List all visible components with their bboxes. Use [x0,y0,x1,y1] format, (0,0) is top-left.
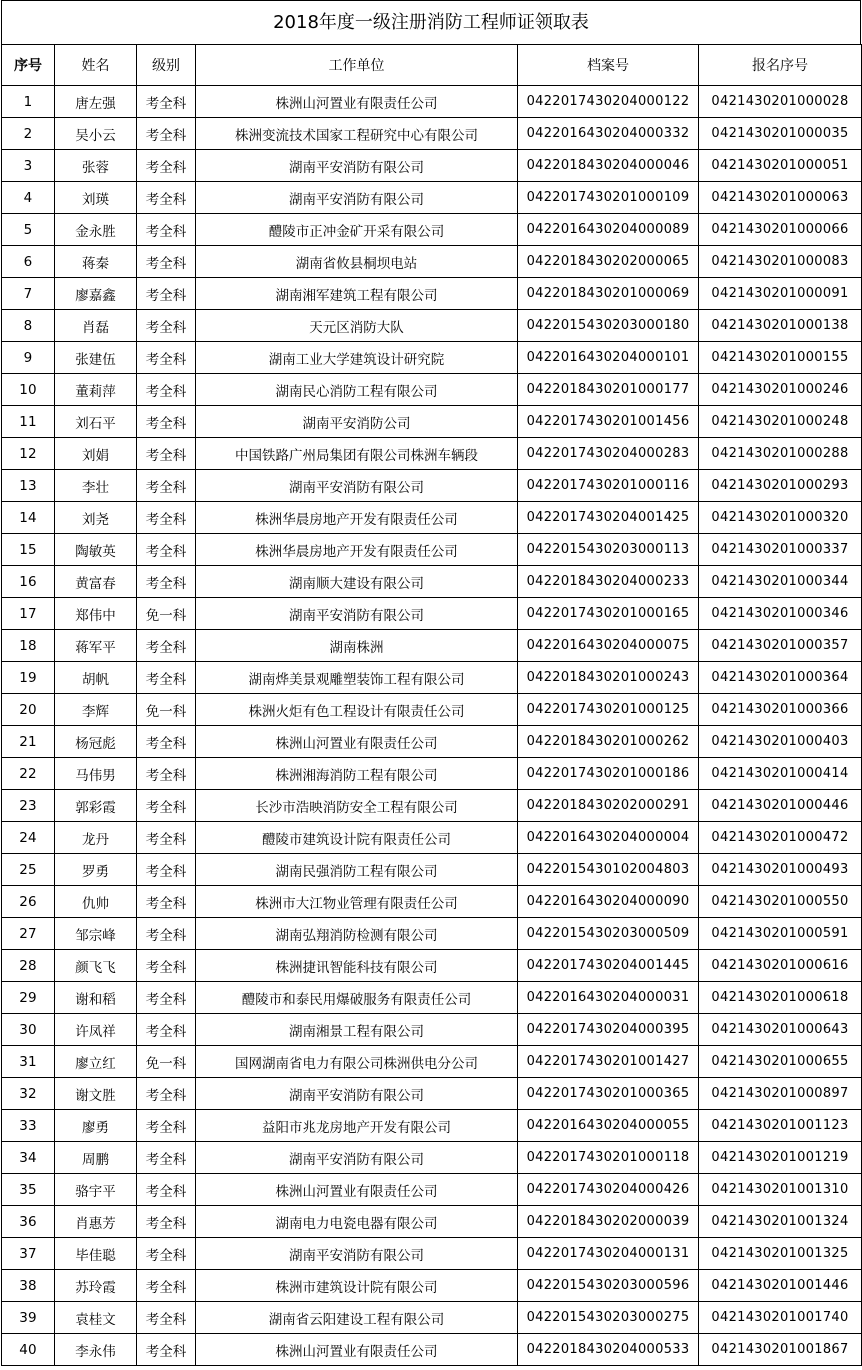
row-file-no: 0422015430203000113 [518,534,699,566]
row-level: 考全科 [137,758,196,790]
row-employer: 株洲华晨房地产开发有限责任公司 [196,534,518,566]
row-reg-no: 0421430201001310 [699,1174,862,1206]
row-index: 34 [2,1142,55,1174]
row-file-no: 0422015430102004803 [518,854,699,886]
row-level: 考全科 [137,374,196,406]
table-row [2,1142,862,1174]
table-row [2,854,862,886]
row-file-no: 0422016430204000089 [518,214,699,246]
row-reg-no: 0421430201001123 [699,1110,862,1142]
row-level: 考全科 [137,1174,196,1206]
row-file-no: 0422017430204001445 [518,950,699,982]
row-reg-no: 0421430201001219 [699,1142,862,1174]
row-level: 免一科 [137,598,196,630]
row-name: 李壮 [55,470,137,502]
table-row [2,950,862,982]
table-row [2,534,862,566]
row-level: 考全科 [137,854,196,886]
row-level: 考全科 [137,470,196,502]
row-reg-no: 0421430201000366 [699,694,862,726]
row-reg-no: 0421430201000591 [699,918,862,950]
row-index: 13 [2,470,55,502]
row-reg-no: 0421430201000155 [699,342,862,374]
row-reg-no: 0421430201000028 [699,86,862,118]
row-file-no: 0422017430201000165 [518,598,699,630]
row-index: 3 [2,150,55,182]
row-name: 刘石平 [55,406,137,438]
table-row [2,374,862,406]
row-file-no: 0422018430202000039 [518,1206,699,1238]
row-index: 35 [2,1174,55,1206]
table-row [2,342,862,374]
row-file-no: 0422016430204000031 [518,982,699,1014]
row-level: 考全科 [137,150,196,182]
row-level: 考全科 [137,886,196,918]
row-index: 8 [2,310,55,342]
table-row [2,1302,862,1334]
row-reg-no: 0421430201000897 [699,1078,862,1110]
row-level: 考全科 [137,310,196,342]
row-employer: 湖南民心消防工程有限公司 [196,374,518,406]
table-row [2,278,862,310]
row-name: 陶敏英 [55,534,137,566]
row-file-no: 0422017430204001425 [518,502,699,534]
row-file-no: 0422018430204000046 [518,150,699,182]
row-index: 5 [2,214,55,246]
row-employer: 湖南民强消防工程有限公司 [196,854,518,886]
row-reg-no: 0421430201000063 [699,182,862,214]
table-row [2,822,862,854]
row-name: 骆宇平 [55,1174,137,1206]
row-index: 12 [2,438,55,470]
row-name: 谢和稻 [55,982,137,1014]
table-row [2,790,862,822]
table-row [2,438,862,470]
row-name: 毕佳聪 [55,1238,137,1270]
table-row [2,470,862,502]
row-level: 考全科 [137,1142,196,1174]
row-name: 邹宗峰 [55,918,137,950]
row-level: 考全科 [137,918,196,950]
row-file-no: 0422015430203000596 [518,1270,699,1302]
row-file-no: 0422015430203000509 [518,918,699,950]
row-employer: 湖南省云阳建设工程有限公司 [196,1302,518,1334]
row-level: 考全科 [137,1110,196,1142]
table-row [2,918,862,950]
table-row [2,662,862,694]
row-level: 考全科 [137,566,196,598]
row-index: 37 [2,1238,55,1270]
row-file-no: 0422015430203000180 [518,310,699,342]
row-index: 26 [2,886,55,918]
table-row [2,630,862,662]
row-employer: 醴陵市建筑设计院有限责任公司 [196,822,518,854]
row-index: 15 [2,534,55,566]
row-file-no: 0422016430204000101 [518,342,699,374]
row-level: 考全科 [137,438,196,470]
row-name: 龙丹 [55,822,137,854]
row-file-no: 0422016430204000004 [518,822,699,854]
row-employer: 湖南电力电瓷电器有限公司 [196,1206,518,1238]
row-employer: 湖南平安消防有限公司 [196,1142,518,1174]
table-row [2,1046,862,1078]
row-reg-no: 0421430201000618 [699,982,862,1014]
row-level: 考全科 [137,86,196,118]
row-employer: 株洲山河置业有限责任公司 [196,1174,518,1206]
row-reg-no: 0421430201000066 [699,214,862,246]
row-employer: 株洲市建筑设计院有限公司 [196,1270,518,1302]
row-name: 胡帆 [55,662,137,694]
row-level: 考全科 [137,406,196,438]
row-file-no: 0422018430204000233 [518,566,699,598]
row-index: 17 [2,598,55,630]
table-row [2,1014,862,1046]
row-name: 郭彩霞 [55,790,137,822]
row-name: 罗勇 [55,854,137,886]
table-row [2,886,862,918]
table-row [2,406,862,438]
row-level: 考全科 [137,182,196,214]
row-name: 肖磊 [55,310,137,342]
row-file-no: 0422018430201000069 [518,278,699,310]
row-employer: 株洲火炬有色工程设计有限责任公司 [196,694,518,726]
row-index: 2 [2,118,55,150]
row-employer: 湖南平安消防公司 [196,406,518,438]
row-employer: 湖南湘军建筑工程有限公司 [196,278,518,310]
row-index: 33 [2,1110,55,1142]
row-level: 考全科 [137,1270,196,1302]
row-reg-no: 0421430201000138 [699,310,862,342]
table-row [2,1174,862,1206]
row-file-no: 0422017430201000118 [518,1142,699,1174]
certificate-table [1,44,862,1366]
row-name: 苏玲霞 [55,1270,137,1302]
row-index: 36 [2,1206,55,1238]
table-row [2,1238,862,1270]
row-employer: 湖南湘景工程有限公司 [196,1014,518,1046]
row-employer: 株洲湘海消防工程有限公司 [196,758,518,790]
row-level: 免一科 [137,694,196,726]
row-index: 27 [2,918,55,950]
row-employer: 湖南烨美景观雕塑装饰工程有限公司 [196,662,518,694]
row-name: 马伟男 [55,758,137,790]
row-level: 考全科 [137,534,196,566]
header-level: 级别 [137,45,196,86]
row-reg-no: 0421430201000337 [699,534,862,566]
row-employer: 株洲市大江物业管理有限责任公司 [196,886,518,918]
table-row [2,566,862,598]
row-index: 19 [2,662,55,694]
row-employer: 株洲山河置业有限责任公司 [196,726,518,758]
row-level: 考全科 [137,1206,196,1238]
row-employer: 湖南平安消防有限公司 [196,1078,518,1110]
row-name: 肖惠芳 [55,1206,137,1238]
row-reg-no: 0421430201001446 [699,1270,862,1302]
row-reg-no: 0421430201000344 [699,566,862,598]
row-file-no: 0422016430204000055 [518,1110,699,1142]
row-index: 39 [2,1302,55,1334]
header-name: 姓名 [55,45,137,86]
row-reg-no: 0421430201000035 [699,118,862,150]
row-name: 廖勇 [55,1110,137,1142]
table-row [2,1334,862,1366]
row-level: 考全科 [137,662,196,694]
row-file-no: 0422015430203000275 [518,1302,699,1334]
row-index: 31 [2,1046,55,1078]
row-reg-no: 0421430201000357 [699,630,862,662]
table-row [2,694,862,726]
row-name: 谢文胜 [55,1078,137,1110]
row-index: 4 [2,182,55,214]
row-file-no: 0422018430204000533 [518,1334,699,1366]
row-level: 考全科 [137,278,196,310]
row-reg-no: 0421430201001324 [699,1206,862,1238]
header-employer: 工作单位 [196,45,518,86]
row-index: 38 [2,1270,55,1302]
row-reg-no: 0421430201000083 [699,246,862,278]
row-name: 刘瑛 [55,182,137,214]
row-employer: 湖南省攸县桐坝电站 [196,246,518,278]
row-reg-no: 0421430201000246 [699,374,862,406]
row-index: 11 [2,406,55,438]
row-file-no: 0422016430204000332 [518,118,699,150]
table-row [2,118,862,150]
row-name: 刘娟 [55,438,137,470]
row-reg-no: 0421430201000293 [699,470,862,502]
row-level: 考全科 [137,726,196,758]
row-reg-no: 0421430201001867 [699,1334,862,1366]
row-index: 23 [2,790,55,822]
row-index: 24 [2,822,55,854]
row-name: 仇帅 [55,886,137,918]
row-employer: 湖南平安消防有限公司 [196,150,518,182]
header-reg-no: 报名序号 [699,45,862,86]
row-name: 蒋军平 [55,630,137,662]
row-index: 25 [2,854,55,886]
header-index: 序号 [2,45,55,86]
row-name: 董莉萍 [55,374,137,406]
row-level: 考全科 [137,342,196,374]
row-reg-no: 0421430201000616 [699,950,862,982]
row-reg-no: 0421430201000288 [699,438,862,470]
row-name: 杨冠彪 [55,726,137,758]
row-index: 29 [2,982,55,1014]
row-level: 免一科 [137,1046,196,1078]
row-name: 颜飞飞 [55,950,137,982]
row-index: 7 [2,278,55,310]
row-reg-no: 0421430201000493 [699,854,862,886]
table-row [2,502,862,534]
row-file-no: 0422017430201000109 [518,182,699,214]
row-file-no: 0422018430201000262 [518,726,699,758]
row-level: 考全科 [137,1014,196,1046]
row-level: 考全科 [137,1302,196,1334]
row-employer: 株洲捷讯智能科技有限公司 [196,950,518,982]
table-row [2,150,862,182]
row-name: 廖立红 [55,1046,137,1078]
row-name: 周鹏 [55,1142,137,1174]
row-employer: 株洲华晨房地产开发有限责任公司 [196,502,518,534]
row-index: 32 [2,1078,55,1110]
row-employer: 长沙市浩映消防安全工程有限公司 [196,790,518,822]
row-employer: 株洲山河置业有限责任公司 [196,1334,518,1366]
row-index: 20 [2,694,55,726]
row-reg-no: 0421430201001325 [699,1238,862,1270]
row-file-no: 0422018430202000065 [518,246,699,278]
table-row [2,182,862,214]
row-reg-no: 0421430201000320 [699,502,862,534]
table-row [2,1270,862,1302]
row-reg-no: 0421430201000248 [699,406,862,438]
row-index: 14 [2,502,55,534]
row-index: 22 [2,758,55,790]
row-level: 考全科 [137,118,196,150]
table-row [2,246,862,278]
table-row [2,726,862,758]
row-name: 许凤祥 [55,1014,137,1046]
table-row [2,86,862,118]
row-file-no: 0422016430204000090 [518,886,699,918]
row-file-no: 0422017430204000395 [518,1014,699,1046]
row-file-no: 0422017430201000365 [518,1078,699,1110]
row-index: 21 [2,726,55,758]
row-employer: 醴陵市和泰民用爆破服务有限责任公司 [196,982,518,1014]
row-level: 考全科 [137,630,196,662]
row-file-no: 0422017430201001456 [518,406,699,438]
row-name: 张建伍 [55,342,137,374]
header-file-no: 档案号 [518,45,699,86]
row-name: 张蓉 [55,150,137,182]
row-employer: 湖南平安消防有限公司 [196,182,518,214]
row-employer: 湖南平安消防有限公司 [196,598,518,630]
row-index: 16 [2,566,55,598]
row-level: 考全科 [137,1334,196,1366]
row-name: 李永伟 [55,1334,137,1366]
row-file-no: 0422017430201000116 [518,470,699,502]
row-employer: 湖南株洲 [196,630,518,662]
row-employer: 益阳市兆龙房地产开发有限公司 [196,1110,518,1142]
row-level: 考全科 [137,950,196,982]
table-row [2,214,862,246]
row-name: 黄富春 [55,566,137,598]
row-name: 李辉 [55,694,137,726]
row-reg-no: 0421430201000643 [699,1014,862,1046]
row-reg-no: 0421430201000655 [699,1046,862,1078]
row-index: 40 [2,1334,55,1366]
row-index: 1 [2,86,55,118]
row-level: 考全科 [137,822,196,854]
sheet-title: 2018年度一级注册消防工程师证领取表 [1,0,861,44]
row-file-no: 0422017430201000186 [518,758,699,790]
row-level: 考全科 [137,790,196,822]
row-file-no: 0422018430201000243 [518,662,699,694]
row-reg-no: 0421430201000446 [699,790,862,822]
row-employer: 湖南工业大学建筑设计研究院 [196,342,518,374]
row-level: 考全科 [137,502,196,534]
row-reg-no: 0421430201000414 [699,758,862,790]
row-employer: 湖南顺大建设有限公司 [196,566,518,598]
row-reg-no: 0421430201000091 [699,278,862,310]
table-row [2,982,862,1014]
table-row [2,310,862,342]
row-level: 考全科 [137,246,196,278]
row-name: 刘尧 [55,502,137,534]
row-file-no: 0422017430201001427 [518,1046,699,1078]
row-file-no: 0422017430204000283 [518,438,699,470]
row-reg-no: 0421430201001740 [699,1302,862,1334]
row-reg-no: 0421430201000051 [699,150,862,182]
row-file-no: 0422017430204000131 [518,1238,699,1270]
row-name: 吴小云 [55,118,137,150]
row-employer: 国网湖南省电力有限公司株洲供电分公司 [196,1046,518,1078]
row-reg-no: 0421430201000346 [699,598,862,630]
row-reg-no: 0421430201000364 [699,662,862,694]
table-row [2,758,862,790]
row-employer: 天元区消防大队 [196,310,518,342]
row-name: 袁桂文 [55,1302,137,1334]
row-name: 蒋秦 [55,246,137,278]
row-index: 18 [2,630,55,662]
row-employer: 株洲变流技术国家工程研究中心有限公司 [196,118,518,150]
row-index: 30 [2,1014,55,1046]
row-index: 6 [2,246,55,278]
row-file-no: 0422017430204000122 [518,86,699,118]
table-row [2,1078,862,1110]
row-name: 唐左强 [55,86,137,118]
row-file-no: 0422016430204000075 [518,630,699,662]
row-file-no: 0422018430202000291 [518,790,699,822]
table-row [2,1110,862,1142]
row-index: 28 [2,950,55,982]
row-file-no: 0422017430201000125 [518,694,699,726]
table-header-row [2,45,862,86]
table-row [2,1206,862,1238]
row-file-no: 0422017430204000426 [518,1174,699,1206]
row-reg-no: 0421430201000472 [699,822,862,854]
row-employer: 湖南平安消防有限公司 [196,1238,518,1270]
certificate-collection-sheet [1,0,861,1366]
row-level: 考全科 [137,1078,196,1110]
row-employer: 湖南平安消防有限公司 [196,470,518,502]
row-index: 9 [2,342,55,374]
row-employer: 湖南弘翔消防检测有限公司 [196,918,518,950]
row-employer: 株洲山河置业有限责任公司 [196,86,518,118]
row-file-no: 0422018430201000177 [518,374,699,406]
row-name: 郑伟中 [55,598,137,630]
table-row [2,598,862,630]
row-employer: 醴陵市正冲金矿开采有限公司 [196,214,518,246]
row-reg-no: 0421430201000550 [699,886,862,918]
row-name: 金永胜 [55,214,137,246]
row-level: 考全科 [137,1238,196,1270]
table-body [2,86,862,1366]
row-employer: 中国铁路广州局集团有限公司株洲车辆段 [196,438,518,470]
row-index: 10 [2,374,55,406]
row-level: 考全科 [137,214,196,246]
row-level: 考全科 [137,982,196,1014]
row-name: 廖嘉鑫 [55,278,137,310]
row-reg-no: 0421430201000403 [699,726,862,758]
